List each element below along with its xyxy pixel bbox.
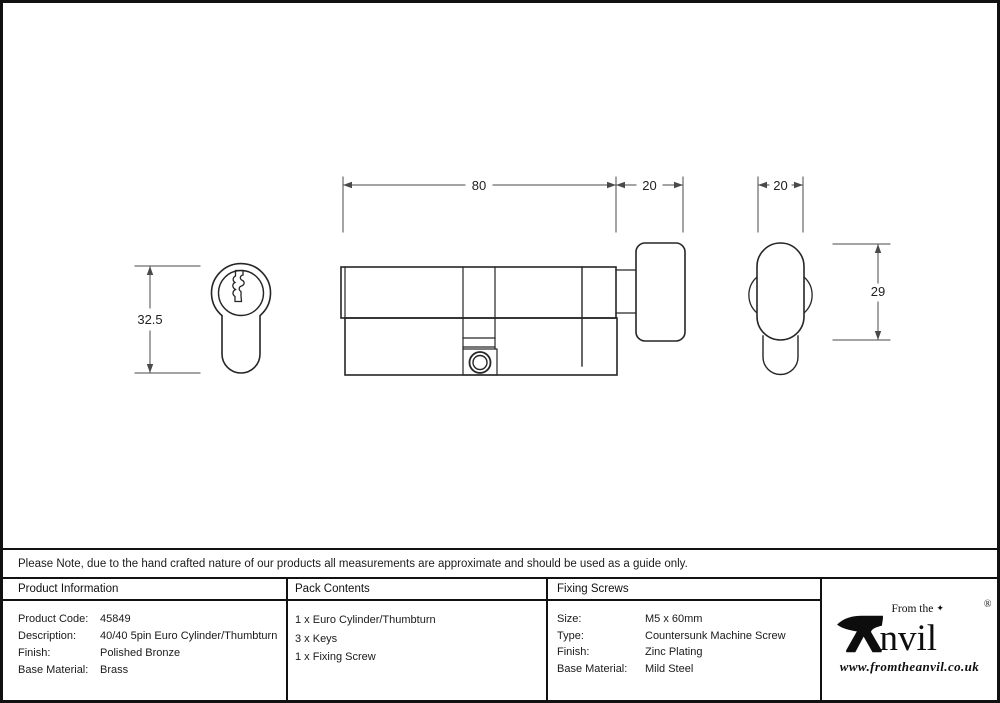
spec-label: Finish: — [557, 646, 590, 658]
thumbturn-knob-front — [757, 243, 804, 340]
arrowhead — [674, 182, 683, 188]
dim-label-80: 80 — [471, 178, 487, 193]
dim-label-29: 29 — [870, 284, 886, 299]
list-item: 1 x Fixing Screw — [295, 651, 376, 663]
fixing-screws-body — [548, 601, 820, 677]
spec-value: 45849 — [100, 613, 131, 625]
thumbturn-knob-side — [636, 243, 685, 341]
thumbturn-side-view — [616, 243, 685, 341]
table-row — [18, 611, 286, 628]
product-information-header: Product Information — [3, 579, 286, 601]
arrowhead — [616, 182, 625, 188]
euro-profile-view — [211, 264, 270, 373]
registered-trademark-icon: ® — [983, 598, 992, 610]
dimension-20-side — [616, 177, 683, 232]
spec-value: M5 x 60mm — [645, 613, 703, 625]
spec-value: Polished Bronze — [100, 647, 181, 659]
dimension-80 — [343, 177, 616, 232]
list-item: 3 x Keys — [295, 632, 338, 645]
table-row — [557, 611, 820, 628]
barrel-outline — [341, 267, 616, 318]
spec-label: Base Material: — [557, 662, 628, 675]
dim-label-32-5: 32.5 — [137, 312, 163, 327]
spec-label: Base Material: — [18, 664, 89, 676]
pack-contents-header: Pack Contents — [288, 579, 546, 601]
measurement-note-text: Please Note, due to the hand crafted nature of our products all measurements are approximate and should be used as a guide only. — [18, 557, 688, 570]
list-item: 1 x Euro Cylinder/Thumbturn — [295, 614, 436, 626]
anvil-logo-mark — [836, 598, 992, 659]
spec-label: Product Code: — [18, 613, 89, 625]
measurement-note-bar — [3, 548, 997, 579]
pack-contents-column — [288, 579, 548, 700]
fixing-screw-hole-inner — [473, 356, 487, 370]
arrowhead — [794, 182, 803, 188]
anvil-logo — [836, 598, 992, 675]
arrowhead — [875, 244, 881, 253]
table-row — [18, 645, 286, 662]
logo-wordmark: nvil — [879, 617, 938, 659]
arrowhead — [147, 364, 153, 373]
arrowhead — [758, 182, 767, 188]
thumbturn-ear-right — [804, 277, 812, 313]
arrowhead — [875, 331, 881, 340]
logo-website-url: www.fromtheanvil.co.uk — [839, 658, 980, 674]
spec-value: 40/40 5pin Euro Cylinder/Thumbturn — [100, 630, 278, 642]
table-row — [18, 662, 286, 679]
spec-label: Type: — [557, 629, 584, 642]
spec-table — [3, 579, 997, 700]
fixing-screws-header: Fixing Screws — [548, 579, 820, 601]
spec-value: Brass — [100, 664, 129, 676]
anvil-icon — [836, 614, 884, 654]
thumbturn-ear-left — [749, 277, 757, 313]
table-row — [557, 644, 820, 661]
technical-drawing — [3, 3, 997, 548]
dimension-32-5 — [135, 266, 200, 373]
dim-label-20-side: 20 — [642, 178, 657, 193]
cylinder-side-view — [341, 267, 617, 375]
arrowhead — [343, 182, 352, 188]
table-row — [557, 628, 820, 645]
arrowhead — [147, 266, 153, 275]
pack-contents-body — [288, 601, 546, 667]
table-row — [18, 628, 286, 645]
spec-value: Countersunk Machine Screw — [645, 629, 786, 642]
diamond-icon: ✦ — [936, 602, 944, 613]
fixing-screws-column — [548, 579, 822, 700]
arrowhead — [607, 182, 616, 188]
spec-label: Description: — [18, 630, 77, 642]
dimension-20-front — [758, 177, 803, 232]
product-information-column — [3, 579, 288, 700]
spec-value: Mild Steel — [645, 662, 694, 675]
table-row — [557, 661, 820, 678]
spec-value: Zinc Plating — [645, 646, 703, 658]
brand-logo-cell — [822, 579, 997, 700]
spec-label: Size: — [557, 613, 582, 625]
thumbturn-front-view — [749, 243, 812, 375]
logo-tagline: From the ✦ — [891, 602, 944, 615]
thumbturn-stem — [763, 336, 798, 375]
product-information-body — [3, 601, 286, 679]
dimension-29 — [833, 244, 890, 340]
spec-label: Finish: — [18, 647, 51, 659]
dim-label-20-front: 20 — [773, 178, 788, 193]
